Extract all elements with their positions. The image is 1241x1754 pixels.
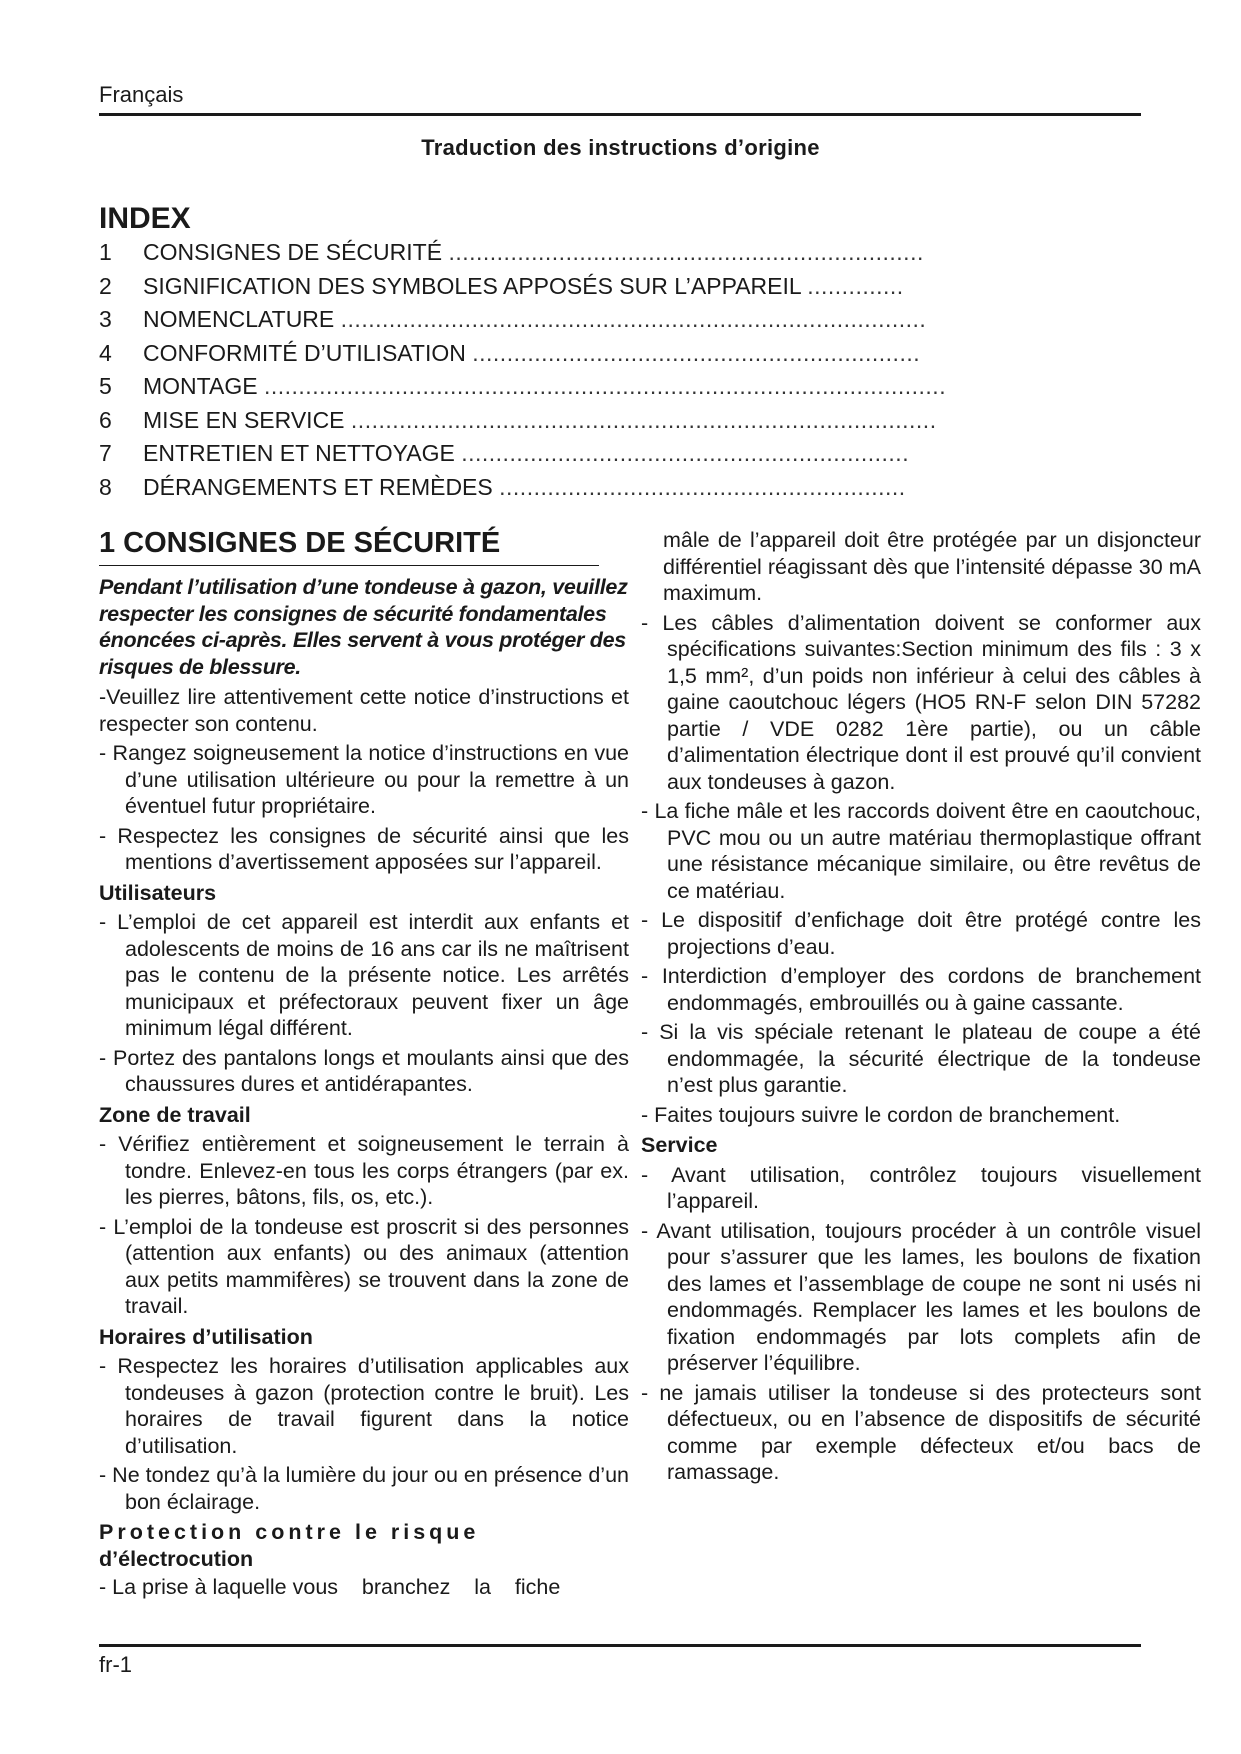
service-heading: Service [641, 1133, 718, 1157]
toc-number: 5 [99, 373, 112, 399]
bullet-item: - L’emploi de cet appareil est interdit aux enfants et adolescents de moins de 16 ans car ils ne maîtrisent pas le contenu de la présente notice. Les arrêtés municipaux et préfectoraux peuvent fixer un âge minimum légal différent. [99, 910, 629, 1040]
toc-leader: ........................................................... [499, 473, 906, 500]
paragraph: - La prise à laquelle vous branchez la fiche [99, 1575, 561, 1599]
paragraph: -Veuillez lire attentivement cette notice d’instructions et respecter son contenu. [99, 685, 629, 736]
toc-label: CONSIGNES DE SÉCURITÉ [143, 239, 443, 265]
users-heading: Utilisateurs [99, 880, 217, 905]
toc-number: 3 [99, 306, 112, 332]
language-label: Français [99, 82, 184, 107]
bullet-item: - Respectez les consignes de sécurité ainsi que les mentions d’avertissement apposées sur l’appareil. [99, 823, 629, 874]
toc-entry[interactable] [99, 471, 979, 505]
safety-intro: Pendant l’utilisation d’une tondeuse à gazon, veuillez respecter les consignes de sécurité fondamentales énoncées ci-après. Elles servent à vous protéger des risques de blessure. [99, 575, 628, 679]
footer-rule [99, 1644, 1141, 1647]
bullet-item: - Avant utilisation, contrôlez toujours visuellement l’appareil. [641, 1162, 1201, 1213]
section-title: 1 CONSIGNES DE SÉCURITÉ [99, 525, 599, 566]
bullet-item: - Avant utilisation, toujours procéder à un contrôle visuel pour s’assurer que les lames, les boulons de fixation des lames et l’assemblage de coupe ne sont ni usés ni endommagés. Remplacer les lames et les boulons de fixation endommagés par lots complets afin de préserver l’équilibre. [641, 1218, 1201, 1375]
toc-entry[interactable] [99, 404, 979, 438]
toc-entry[interactable] [99, 337, 979, 371]
toc-label: DÉRANGEMENTS ET REMÈDES [143, 473, 493, 500]
paragraph-continuation: mâle de l’appareil doit être protégée par un disjoncteur différentiel réagissant dès que l’intensité dépasse 30 mA maximum. [663, 528, 1201, 605]
toc-label: ENTRETIEN ET NETTOYAGE [143, 440, 455, 466]
bullet-item: - Respectez les horaires d’utilisation applicables aux tondeuses à gazon (protection contre le bruit). Les horaires de travail figurent dans la notice d’utilisation. [99, 1354, 629, 1458]
usage-hours-heading: Horaires d’utilisation [99, 1324, 313, 1349]
toc-number: 7 [99, 440, 112, 466]
toc-number: 1 [99, 239, 112, 265]
bullet-item: - Le dispositif d’enfichage doit être protégé contre les projections d’eau. [641, 908, 1201, 959]
bullet-item: - La fiche mâle et les raccords doivent être en caoutchouc, PVC mou ou un autre matériau thermoplastique offrant une résistance mécanique similaire, ou être revêtus de ce matériau. [641, 799, 1201, 903]
toc-leader: ..................................................................................... [350, 406, 937, 433]
toc-leader: ................................................................................................... [263, 373, 947, 399]
toc-leader: ................................................................. [472, 339, 921, 366]
toc-entry[interactable] [99, 370, 979, 404]
toc-entry[interactable] [99, 303, 979, 337]
bullet-item: - Si la vis spéciale retenant le plateau de coupe a été endommagée, la sécurité électrique de la tondeuse n’est plus garantie. [641, 1020, 1201, 1097]
work-zone-heading: Zone de travail [99, 1102, 251, 1127]
toc-leader: ................................................................. [461, 440, 910, 466]
toc-entry[interactable] [99, 270, 979, 304]
bullet-item: - Portez des pantalons longs et moulants ainsi que des chaussures dures et antidérapantes. [99, 1045, 629, 1096]
toc-label: SIGNIFICATION DES SYMBOLES APPOSÉS SUR L’APPAREIL [143, 272, 801, 299]
electrical-protection-heading-cont: d’électrocution [99, 1546, 254, 1571]
bullet-item: - ne jamais utiliser la tondeuse si des protecteurs sont défectueux, ou en l’absence de dispositifs de sécurité comme par exemple défecteux et/ou bacs de ramassage. [641, 1380, 1201, 1484]
toc-number: 8 [99, 473, 112, 500]
toc-number: 6 [99, 406, 112, 433]
document-subtitle: Traduction des instructions d’origine [421, 135, 820, 160]
toc-entry[interactable] [99, 236, 979, 270]
bullet-item: - Vérifiez entièrement et soigneusement le terrain à tondre. Enlevez-en tous les corps étrangers (par ex. les pierres, bâtons, fils, os, etc.). [99, 1132, 629, 1209]
bullet-item: - Rangez soigneusement la notice d’instructions en vue d’une utilisation ultérieure ou pour la remettre à un éventuel futur propriétaire. [99, 741, 629, 818]
bullet-item: - Interdiction d’employer des cordons de branchement endommagés, embrouillés ou à gaine cassante. [641, 964, 1201, 1015]
bullet-item: - L’emploi de la tondeuse est proscrit si des personnes (attention aux enfants) ou des animaux (attention aux petits mammifères) se trouvent dans la zone de travail. [99, 1214, 629, 1318]
toc-leader: ..................................................................... [448, 239, 924, 265]
toc-leader: ..................................................................................... [340, 306, 927, 332]
toc-label: CONFORMITÉ D’UTILISATION [143, 339, 466, 366]
toc-label: MONTAGE [143, 373, 258, 399]
page-number: fr-1 [99, 1652, 132, 1677]
toc-leader: .............. [807, 272, 904, 299]
toc-number: 4 [99, 339, 112, 366]
toc-label: MISE EN SERVICE [143, 406, 345, 433]
bullet-item: - Ne tondez qu’à la lumière du jour ou en présence d’un bon éclairage. [99, 1463, 629, 1514]
left-column [99, 525, 629, 1604]
index-title: INDEX [99, 202, 191, 235]
right-column [641, 525, 1201, 1489]
bullet-item: - Faites toujours suivre le cordon de branchement. [641, 1102, 1121, 1127]
toc-label: NOMENCLATURE [143, 306, 335, 332]
table-of-contents [99, 236, 979, 504]
toc-entry[interactable] [99, 437, 979, 471]
header-rule [99, 113, 1141, 116]
toc-number: 2 [99, 272, 112, 299]
electrical-protection-heading: Protection contre le risque [99, 1520, 480, 1544]
bullet-item: - Les câbles d’alimentation doivent se conformer aux spécifications suivantes:Section minimum des fils : 3 x 1,5 mm², d’un poids non inférieur à celui des câbles à gaine caoutchouc légers (HO5 RN-F selon DIN 57282 partie / VDE 0282 1ère partie), ou un câble d’alimentation électrique dont il est prouvé qu’il convient aux tondeuses à gazon. [641, 610, 1201, 794]
